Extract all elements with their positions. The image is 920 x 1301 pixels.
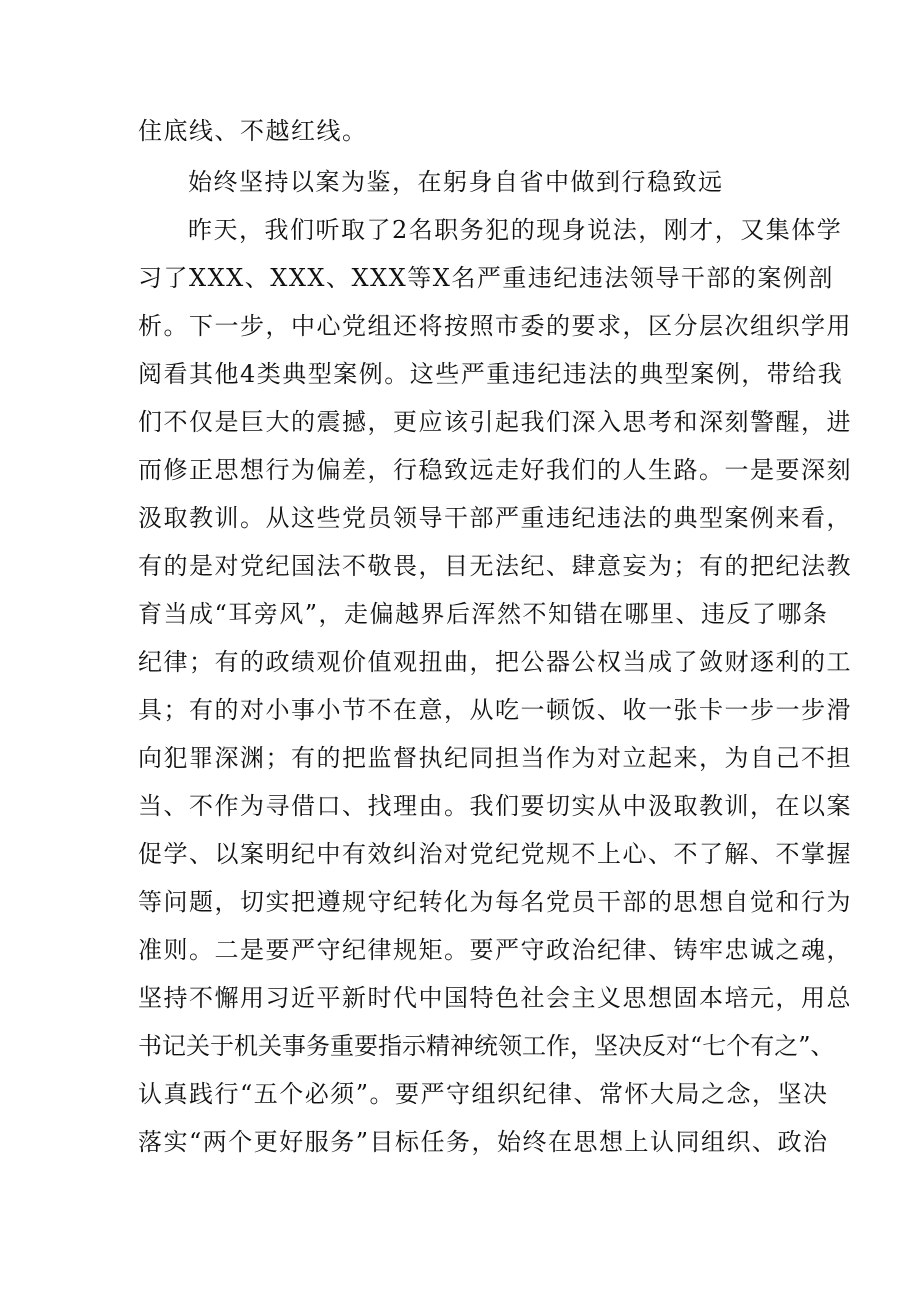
text-line: 昨天，我们听取了2名职务犯的现身说法，刚才，又集体学 (188, 216, 843, 244)
text-line: 书记关于机关事务重要指示精神统领工作，坚决反对“七个有之”、 (138, 1032, 835, 1060)
section-heading: 始终坚持以案为鉴，在躬身自省中做到行稳致远 (188, 168, 724, 196)
text-line: 育当成“耳旁风”，走偏越界后浑然不知错在哪里、违反了哪条 (138, 600, 829, 628)
text-line: 等问题，切实把遵规守纪转化为每名党员干部的思想自觉和行为 (138, 888, 852, 916)
text-line: 有的是对党纪国法不敬畏，目无法纪、肆意妄为；有的把纪法教 (138, 552, 852, 580)
text-line: 阅看其他4类典型案例。这些严重违纪违法的典型案例，带给我 (138, 360, 844, 388)
text-line: 当、不作为寻借口、找理由。我们要切实从中汲取教训，在以案 (138, 792, 852, 820)
text-line: 认真践行“五个必须”。要严守组织纪律、常怀大局之念，坚决 (138, 1080, 829, 1108)
text-line: 具；有的对小事小节不在意，从吃一顿饭、收一张卡一步一步滑 (138, 696, 852, 724)
text-line: 们不仅是巨大的震撼，更应该引起我们深入思考和深刻警醒，进 (138, 408, 852, 436)
text-line: 汲取教训。从这些党员领导干部严重违纪违法的典型案例来看， (138, 504, 852, 532)
text-line: 落实“两个更好服务”目标任务，始终在思想上认同组织、政治 (138, 1128, 829, 1156)
text-line: 坚持不懈用习近平新时代中国特色社会主义思想固本培元，用总 (138, 984, 852, 1012)
text-line: 析。下一步，中心党组还将按照市委的要求，区分层次组织学用 (138, 312, 852, 340)
text-line: 而修正思想行为偏差，行稳致远走好我们的人生路。一是要深刻 (138, 456, 852, 484)
text-line: 习了XXX、XXX、XXX等X名严重违纪违法领导干部的案例剖 (138, 264, 834, 292)
text-line: 促学、以案明纪中有效纠治对党纪党规不上心、不了解、不掌握 (138, 840, 852, 868)
text-line: 纪律；有的政绩观价值观扭曲，把公器公权当成了敛财逐利的工 (138, 648, 852, 676)
text-line: 准则。二是要严守纪律规矩。要严守政治纪律、铸牢忠诚之魂， (138, 936, 852, 964)
text-line: 向犯罪深渊；有的把监督执纪同担当作为对立起来，为自己不担 (138, 744, 852, 772)
text-line: 住底线、不越红线。 (138, 117, 368, 145)
